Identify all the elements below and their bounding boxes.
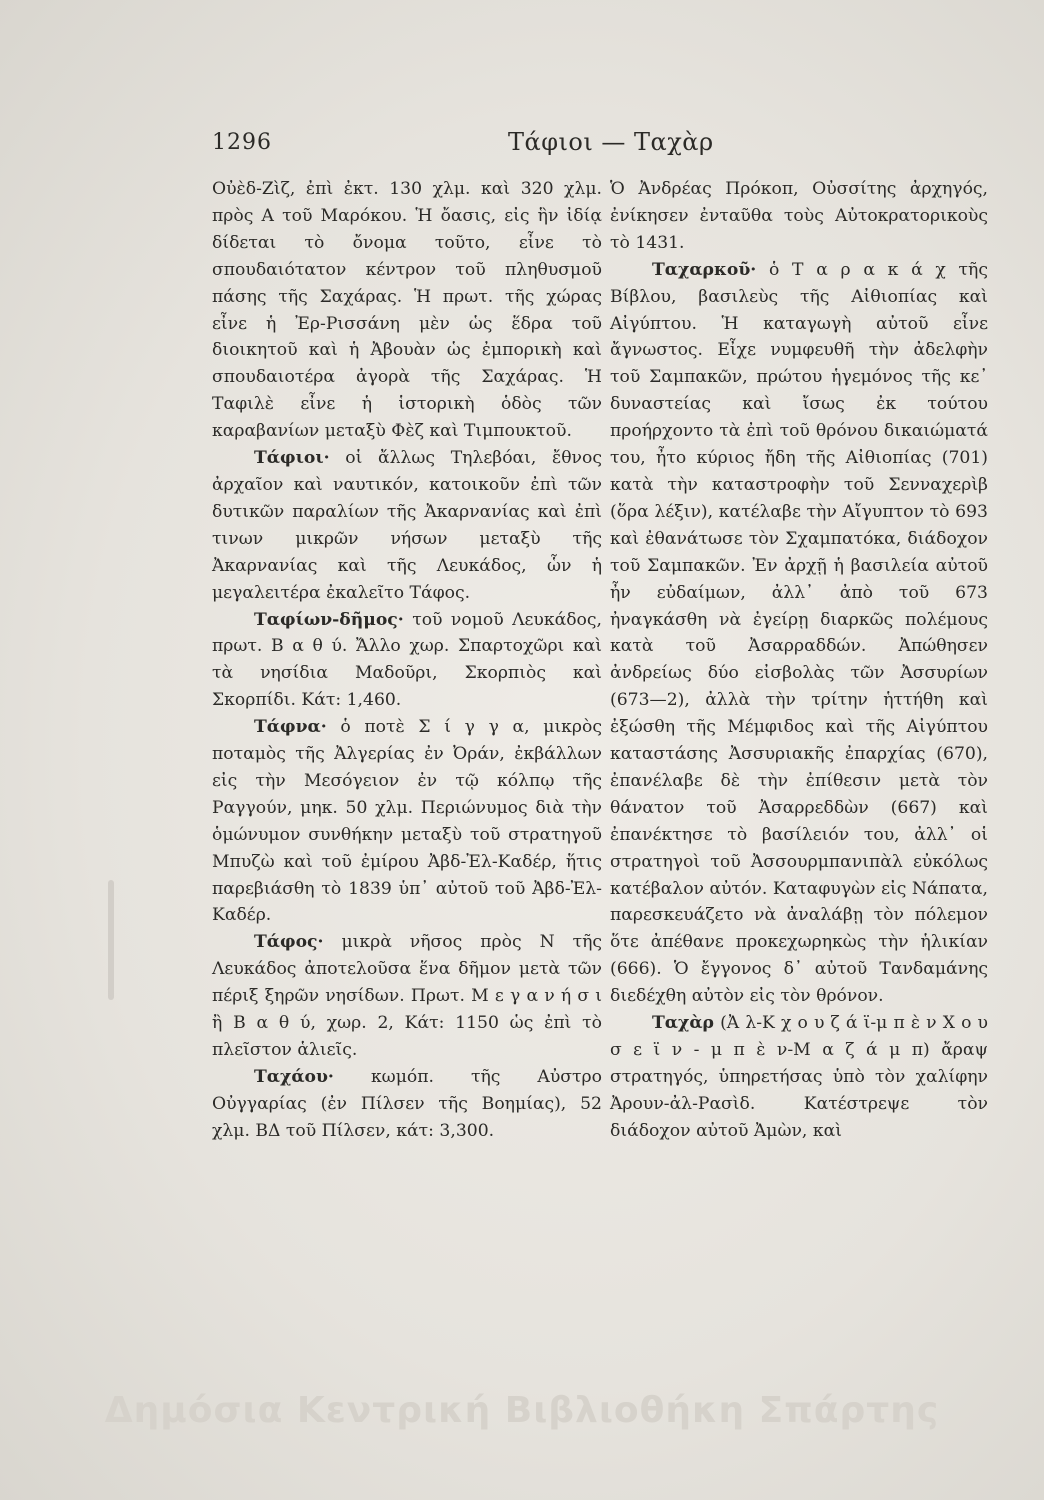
entry-continuation (212, 176, 602, 445)
entry-text: ὁ ποτὲ Σ ί γ γ α, μικρὸς ποταμὸς τῆς Ἀλγερίας ἐν Ὀράν, ἐκβάλλων εἰς τὴν Μεσόγειον ἐν τῷ κόλπῳ τῆς Ραγγούν, μηκ. 50 χλμ. Περιώνυμος διὰ τὴν ὁμώνυμον συνθήκην μεταξὺ τοῦ στρατηγοῦ Μπυζὼ καὶ τοῦ ἐμίρου Ἀβδ-Ἐλ-Καδέρ, ἥτις παρεβιάσθη τὸ 1839 ὑπ᾽ αὐτοῦ τοῦ Ἀβδ-Ἐλ-Καδέρ. (212, 717, 602, 926)
entry-lemma: Τάφνα· (254, 717, 327, 738)
entry-text: κωμόπ. τῆς Αὐστρο Οὐγγαρίας (ἐν Πίλσεν τῆς Βοημίας), 52 χλμ. ΒΔ τοῦ Πίλσεν, κάτ: 3,300. (212, 1066, 602, 1141)
entry-tachaou (212, 1064, 602, 1145)
entry-lemma: Τάφιοι· (254, 448, 330, 469)
entry-text: μικρὰ νῆσος πρὸς Ν τῆς Λευκάδος ἀποτελοῦσα ἕνα δῆμον μετὰ τῶν πέριξ ξηρῶν νησίδων. Πρωτ. Μ ε γ α ν ή σ ι ἢ Β α θ ύ, χωρ. 2, Κάτ: 1150 ὡς ἐπὶ τὸ πλεῖστον ἁλιεῖς. (212, 932, 603, 1060)
entry-tafna (212, 714, 602, 929)
entry-lemma: Ταφίων-δῆμος· (254, 609, 404, 630)
entry-tacharkou (610, 257, 988, 1010)
entry-text: τοῦ νομοῦ Λευκάδος, πρωτ. Β α θ ύ. Ἄλλο χωρ. Σπαρτοχῶρι καὶ τὰ νησίδια Μαδοῦρι, Σκορπιὸς καὶ Σκορπίδι. Κάτ: 1,460. (212, 609, 602, 711)
entry-text: (Ἀ λ-Κ χ ο υ ζ ά ϊ-μ π ὲ ν Χ ο υ σ ε ϊ ν - μ π ὲ ν-Μ α ζ ά μ π) ἄραψ στρατηγός, ὑπηρετήσας ὑπὸ τὸν χαλίφην Ἀρουν-ἀλ-Ρασὶδ. Κατέστρεψε τὸν διάδοχον αὐτοῦ Ἀμὼν, καὶ (610, 1013, 988, 1141)
entry-lemma: Ταχάου· (254, 1066, 334, 1087)
entry-lemma: Ταχὰρ (652, 1013, 714, 1034)
entry-tafos (212, 929, 602, 1064)
entry-text: οἱ ἄλλως Τηλεβόαι, ἔθνος ἀρχαῖον καὶ ναυτικόν, κατοικοῦν ἐπὶ τῶν δυτικῶν παραλίων τῆς Ἀκαρνανίας καὶ ἐπὶ τινων μικρῶν νήσων μεταξὺ τῆς Ἀκαρνανίας καὶ τῆς Λευκάδος, ὧν ἡ μεγαλειτέρα ἐκαλεῖτο Τάφος. (212, 448, 602, 603)
page-smudge (108, 880, 114, 1000)
right-column (610, 176, 988, 1145)
entry-text: ὁ Τ α ρ α κ ά χ τῆς Βίβλου, βασιλεὺς τῆς Αἰθιοπίας καὶ Αἰγύπτου. Ἡ καταγωγὴ αὐτοῦ εἶνε ἄγνωστος. Εἶχε νυμφευθῆ τὴν ἀδελφὴν τοῦ Σαμπακῶν, πρώτου ἡγεμόνος τῆς κε᾽ δυναστείας καὶ ἴσως ἐκ τούτου προήρχοντο τὰ ἐπὶ τοῦ θρόνου δικαιώματά του, ἦτο κύριος ἤδη τῆς Αἰθιοπίας (701) κατὰ τὴν καταστροφὴν τοῦ Σενναχερὶβ (ὅρα λέξιν), κατέλαβε τὴν Αἴγυπτον τὸ 693 καὶ ἐθανάτωσε τὸν Σχαμπατόκα, διάδοχον τοῦ Σαμπακῶν. Ἐν ἀρχῇ ἡ βασιλεία αὐτοῦ ἦν εὐδαίμων, ἀλλ᾽ ἀπὸ τοῦ 673 ἠναγκάσθη νὰ ἐγείρῃ διαρκῶς πολέμους κατὰ τοῦ Ἀσαρραδδών. Ἀπώθησεν ἀνδρείως δύο εἰσβολὰς τῶν Ἀσσυρίων (673—2), ἀλλὰ τὴν τρίτην ἡττήθη καὶ ἐξώσθη τῆς Μέμφιδος καὶ τῆς Αἰγύπτου καταστάσης Ἀσσυριακῆς ἐπαρχίας (670), ἐπανέλαβε δὲ τὴν ἐπίθεσιν μετὰ τὸν θάνατον τοῦ Ἀσαρρεδδὼν (667) καὶ ἐπανέκτησε τὸ βασίλειόν του, ἀλλ᾽ οἱ στρατηγοὶ τοῦ Ἀσσουρμπανιπὰλ εὐκόλως κατέβαλον αὐτόν. Καταφυγὼν εἰς Νάπατα, παρεσκευάζετο νὰ ἀναλάβῃ τὸν πόλεμον ὅτε ἀπέθανε προκεχωρηκὼς τὴν ἡλικίαν (666). Ὁ ἔγγονος δ᾽ αὐτοῦ Τανδαμάνης διεδέχθη αὐτὸν εἰς τὸν θρόνον. (610, 259, 988, 1007)
entry-tafioi (212, 445, 602, 606)
page-header (0, 128, 1044, 168)
entry-text: Οὐὲδ-Ζὶζ, ἐπὶ ἐκτ. 130 χλμ. καὶ 320 χλμ. πρὸς Α τοῦ Μαρόκου. Ἡ ὄασις, εἰς ἣν ἰδίᾳ δίδεται τὸ ὄνομα τοῦτο, εἶνε τὸ σπουδαιότατον κέντρον τοῦ πληθυσμοῦ πάσης τῆς Σαχάρας. Ἡ πρωτ. τῆς χώρας εἶνε ἡ Ἐρ-Ρισσάνη μὲν ὡς ἕδρα τοῦ διοικητοῦ καὶ ἡ Ἀβουὰν ὡς ἐμπορικὴ καὶ σπουδαιοτέρα ἀγορὰ τῆς Σαχάρας. Ἡ Ταφιλὲ εἶνε ἡ ἱστορικὴ ὁδὸς τῶν καραβανίων μεταξὺ Φὲζ καὶ Τιμπουκτοῦ. (212, 179, 602, 442)
running-head: Τάφιοι — Ταχὰρ (508, 128, 714, 156)
left-column (212, 176, 602, 1145)
library-watermark: Δημόσια Κεντρική Βιβλιοθήκη Σπάρτης (104, 1390, 940, 1431)
entry-tachar (610, 1010, 988, 1145)
entry-lemma: Ταχαρκοῦ· (652, 259, 757, 280)
entry-tafion-dimos (212, 607, 602, 715)
entry-text: Ὁ Ἀνδρέας Πρόκοπ, Οὐσσίτης ἀρχηγός, ἐνίκησεν ἐνταῦθα τοὺς Αὐτοκρατορικοὺς τὸ 1431. (610, 179, 988, 253)
entry-continuation (610, 176, 988, 257)
page-number: 1296 (212, 130, 272, 155)
entry-lemma: Τάφος· (254, 932, 324, 953)
